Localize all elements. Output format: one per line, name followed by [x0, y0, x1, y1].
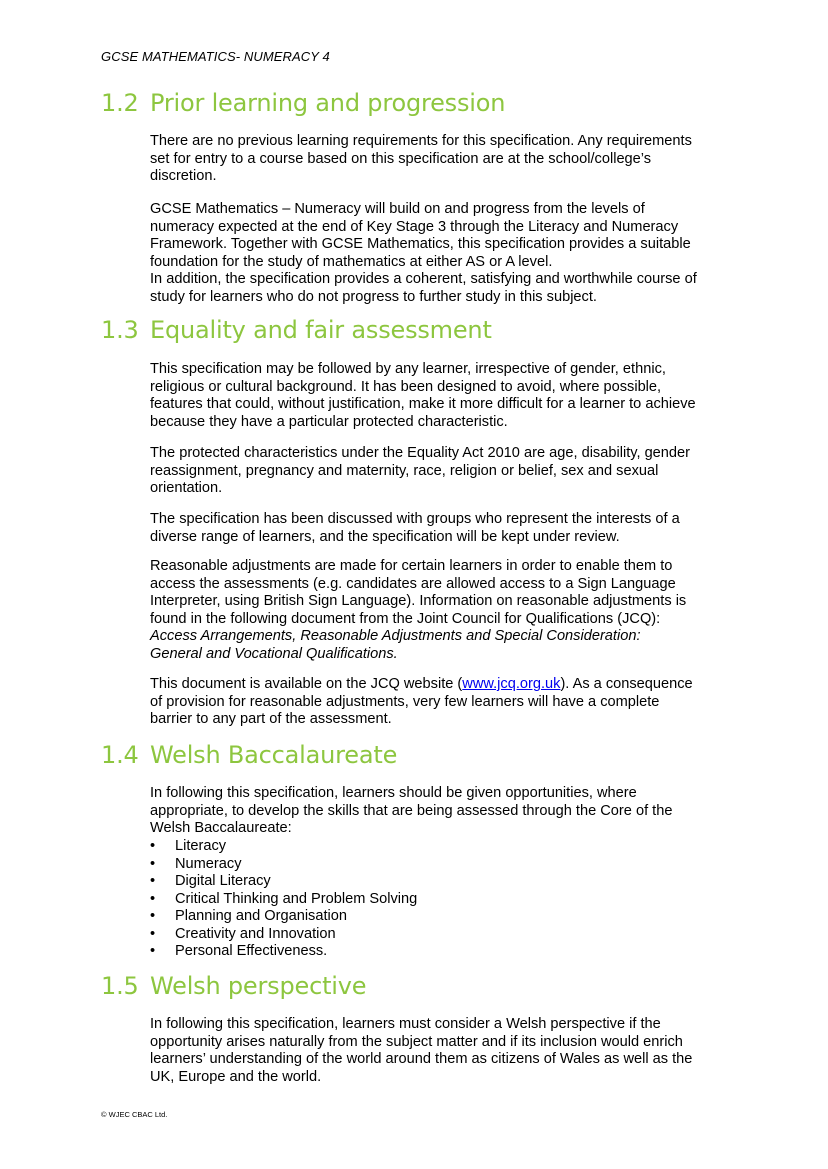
bullet-marker: • [150, 873, 156, 889]
paragraph [150, 133, 750, 186]
list-item-text: Numeracy [175, 855, 242, 872]
text-line: The specification has been discussed with groups who represent the interests of a [150, 511, 680, 527]
list-item-text: Literacy [175, 838, 227, 854]
text-line: GCSE Mathematics – Numeracy will build on and progress from the levels of [150, 201, 645, 217]
text-line: reassignment, pregnancy and maternity, race, religion or belief, sex and sexual [150, 462, 659, 479]
list-item-text: Critical Thinking and Problem Solving [175, 890, 418, 907]
text-line: This specification may be followed by any learner, irrespective of gender, ethnic, [150, 361, 666, 377]
paragraph [150, 201, 750, 307]
text-line: Welsh Baccalaureate: [150, 820, 292, 837]
paragraph [150, 676, 750, 729]
text-line: In addition, the specification provides a coherent, satisfying and worthwhile course of [150, 271, 697, 288]
text-line: of provision for reasonable adjustments, very few learners will have a complete [150, 693, 660, 710]
list-item-text: Digital Literacy [175, 873, 271, 889]
list-item [150, 873, 417, 891]
list-item [150, 908, 417, 926]
text-line: features that could, without justification, make it more difficult for a learner to achieve [150, 396, 696, 413]
section-heading-1-4 [101, 741, 397, 769]
section-heading-1-5 [101, 972, 366, 1000]
document-title-line: Access Arrangements, Reasonable Adjustments and Special Consideration: [150, 628, 641, 645]
running-header: GCSE MATHEMATICS- NUMERACY 4 [101, 49, 330, 64]
text-fragment: This document is available on the JCQ website ( [150, 676, 463, 692]
text-line: diverse range of learners, and the specification will be kept under review. [150, 528, 620, 545]
paragraph [150, 511, 750, 546]
list-item-text: Creativity and Innovation [175, 925, 336, 942]
section-number: 1.5 [101, 972, 139, 1000]
bullet-marker: • [150, 908, 156, 924]
document-title-line: General and Vocational Qualifications. [150, 645, 398, 662]
text-line [150, 676, 750, 694]
text-line: set for entry to a course based on this specification are at the school/college’s [150, 150, 652, 167]
bullet-marker: • [150, 838, 156, 854]
text-line: In following this specification, learners must consider a Welsh perspective if the [150, 1016, 661, 1032]
paragraph [150, 785, 750, 838]
list-item [150, 926, 417, 944]
section-heading-1-2 [101, 89, 505, 117]
text-line: appropriate, to develop the skills that are being assessed through the Core of the [150, 802, 673, 819]
text-line: foundation for the study of mathematics at either AS or A level. [150, 253, 553, 270]
list-item [150, 891, 417, 909]
text-line: religious or cultural background. It has been designed to avoid, where possible, [150, 378, 662, 395]
section-number: 1.2 [101, 89, 139, 117]
text-line: UK, Europe and the world. [150, 1068, 322, 1085]
section-title: Prior learning and progression [150, 89, 506, 117]
text-fragment: ). As a consequence [560, 676, 693, 692]
text-line: Reasonable adjustments are made for certain learners in order to enable them to [150, 558, 673, 574]
list-item [150, 856, 417, 874]
text-line: found in the following document from the Joint Council for Qualifications (JCQ): [150, 610, 661, 627]
section-number: 1.3 [101, 316, 139, 344]
paragraph [150, 361, 750, 431]
section-title: Welsh Baccalaureate [150, 741, 398, 769]
paragraph [150, 1016, 750, 1086]
section-number: 1.4 [101, 741, 139, 769]
bullet-marker: • [150, 925, 156, 942]
text-line: numeracy expected at the end of Key Stage 3 through the Literacy and Numeracy [150, 218, 679, 235]
text-line: because they have a particular protected characteristic. [150, 413, 508, 430]
text-line: In following this specification, learners should be given opportunities, where [150, 785, 637, 801]
text-line: There are no previous learning requirements for this specification. Any requirements [150, 133, 692, 149]
jcq-website-link[interactable]: www.jcq.org.uk [462, 676, 561, 692]
text-line: The protected characteristics under the Equality Act 2010 are age, disability, gender [150, 445, 691, 461]
section-title: Welsh perspective [150, 972, 367, 1000]
section-heading-1-3 [101, 316, 492, 344]
text-line: opportunity arises naturally from the subject matter and if its inclusion would enrich [150, 1033, 683, 1050]
bullet-marker: • [150, 855, 156, 872]
bullet-marker: • [150, 890, 156, 907]
skills-list [150, 838, 417, 961]
list-item-text: Personal Effectiveness. [175, 943, 328, 959]
list-item-text: Planning and Organisation [175, 908, 348, 924]
paragraph [150, 558, 750, 664]
text-line: learners’ understanding of the world around them as citizens of Wales as well as the [150, 1051, 693, 1068]
text-line: Interpreter, using British Sign Language). Information on reasonable adjustments is [150, 593, 687, 610]
paragraph [150, 445, 750, 498]
text-line: access the assessments (e.g. candidates are allowed access to a Sign Language [150, 575, 676, 592]
list-item [150, 943, 417, 961]
text-line: barrier to any part of the assessment. [150, 711, 392, 728]
bullet-marker: • [150, 943, 156, 959]
text-line: discretion. [150, 168, 217, 185]
section-title: Equality and fair assessment [150, 316, 492, 344]
copyright-footer: © WJEC CBAC Ltd. [101, 1110, 168, 1119]
text-line: orientation. [150, 480, 223, 497]
list-item [150, 838, 417, 856]
text-line: Framework. Together with GCSE Mathematics, this specification provides a suitable [150, 236, 691, 253]
text-line: study for learners who do not progress to further study in this subject. [150, 288, 597, 305]
